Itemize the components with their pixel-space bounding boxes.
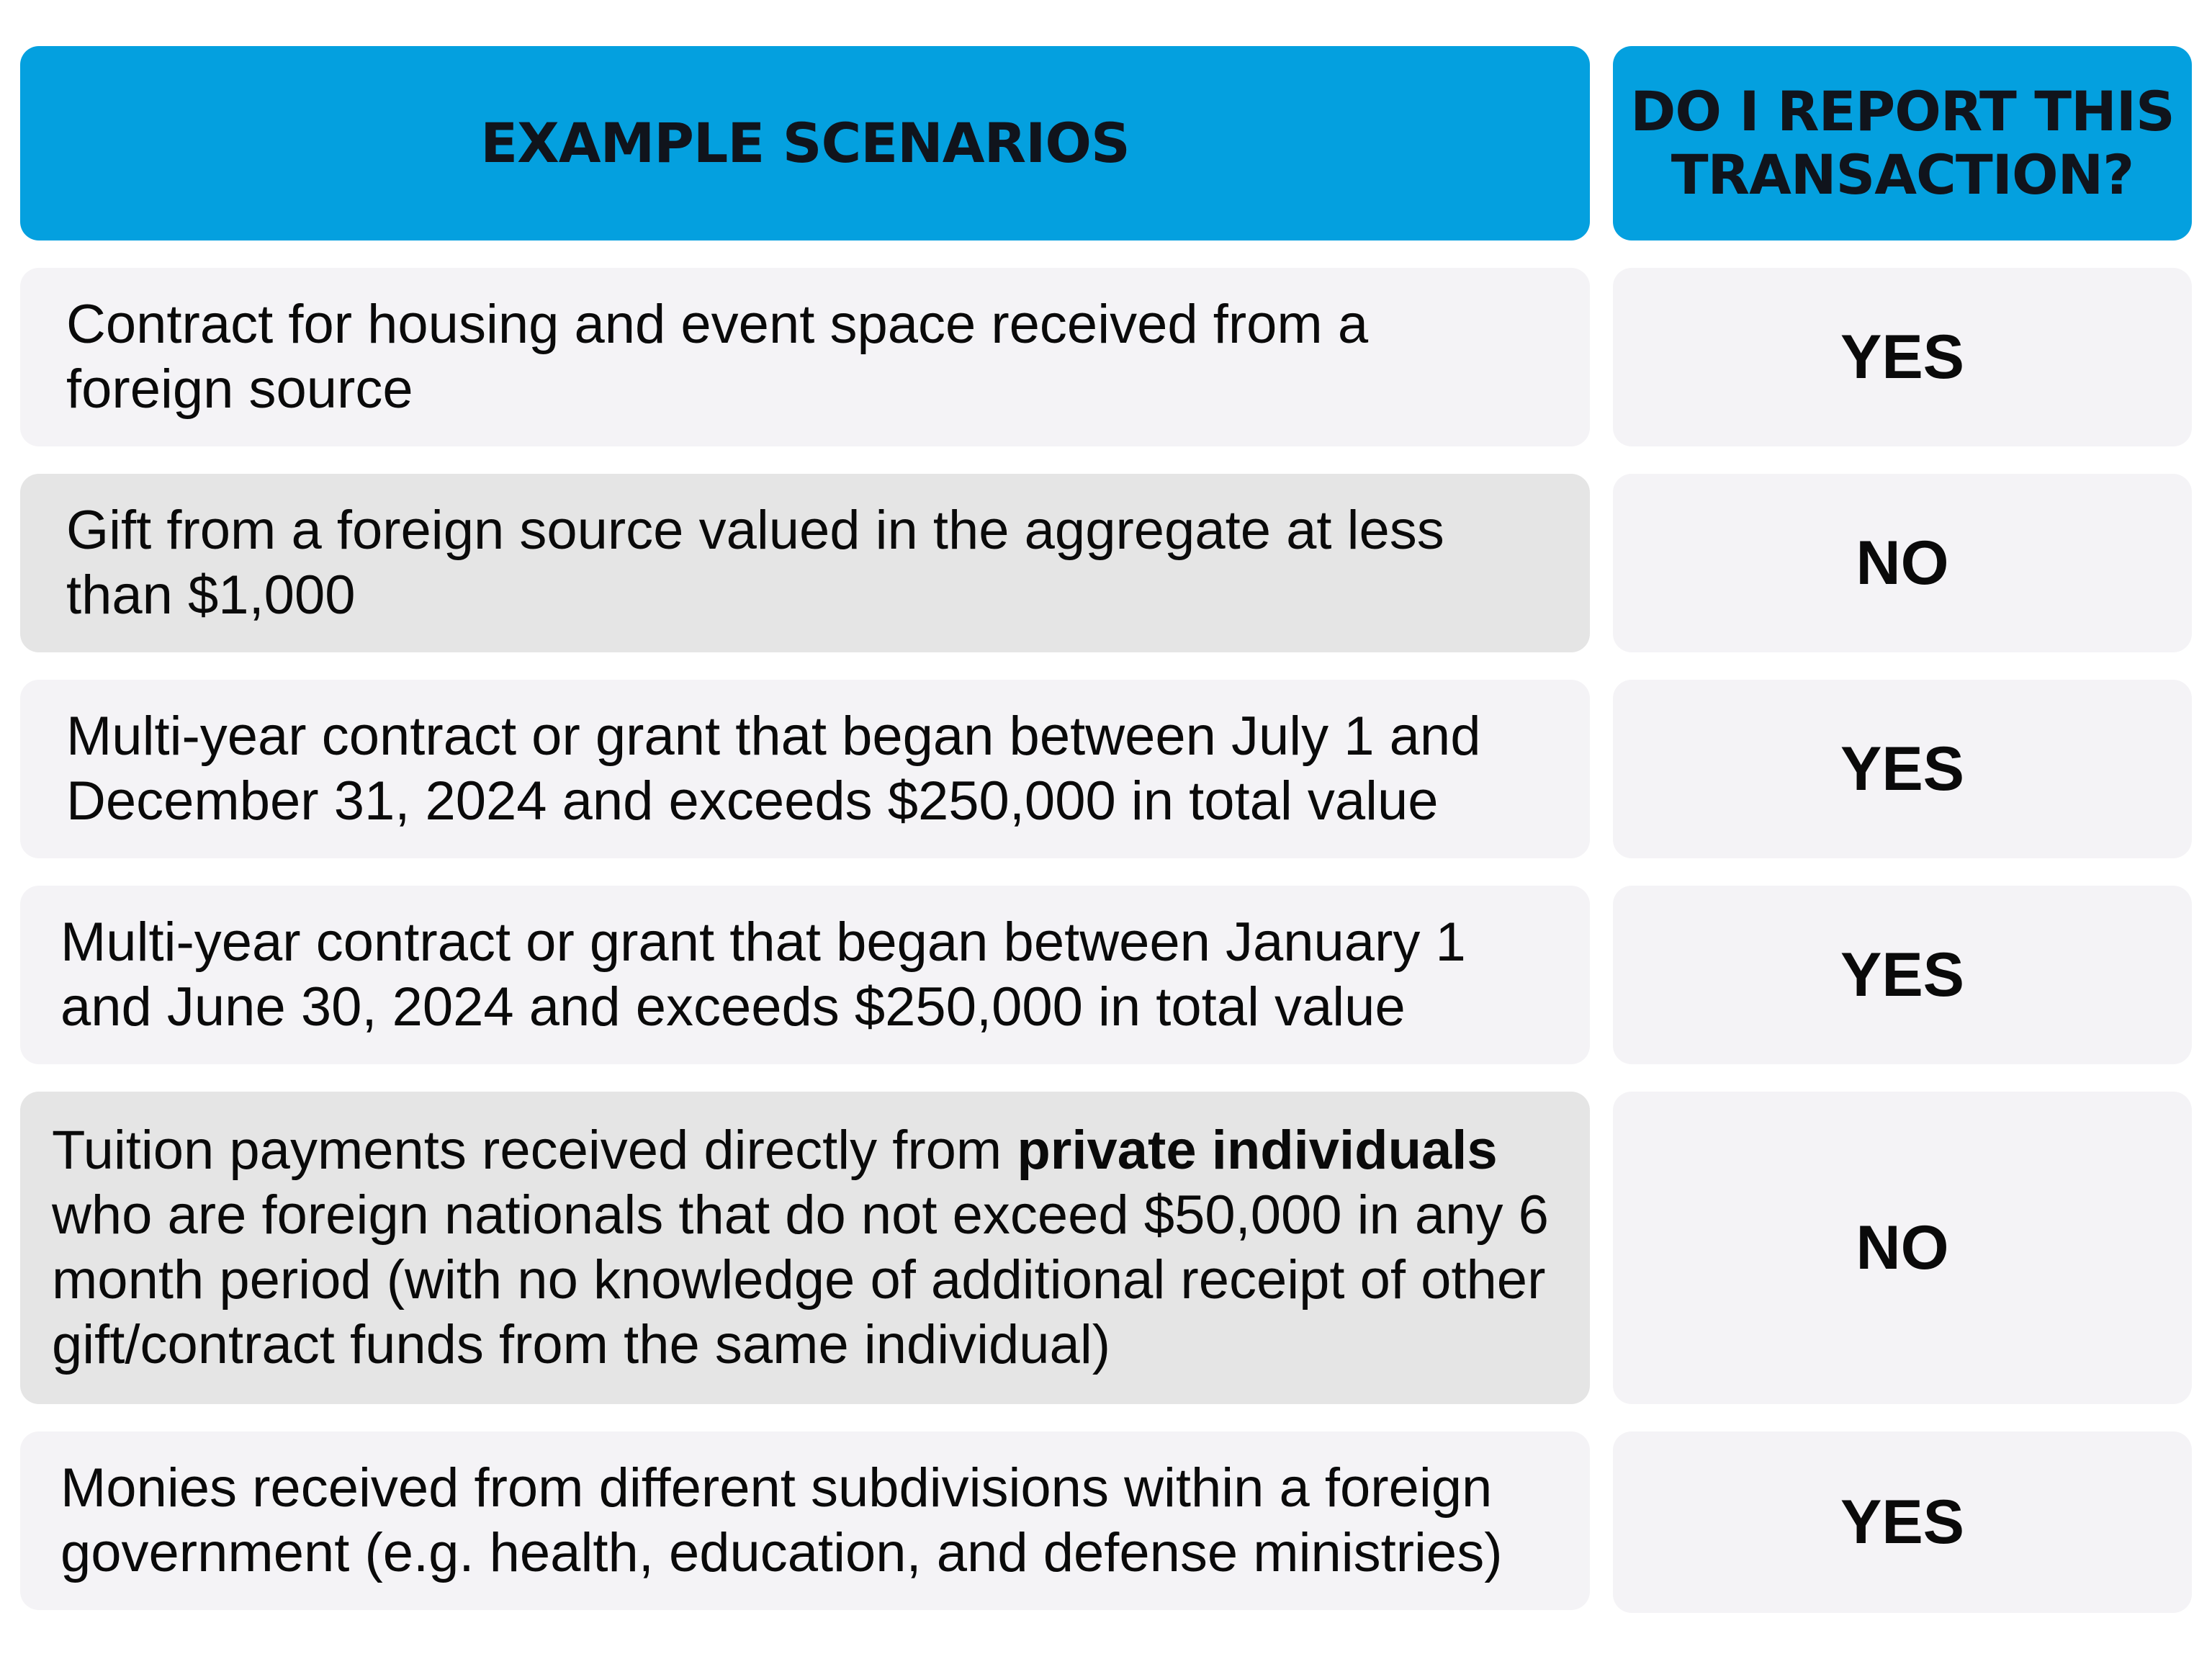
scenario-text-1: Contract for housing and event space received from a foreign source (66, 294, 1369, 420)
scenario-text-5 (52, 1118, 1561, 1377)
header-example-scenarios (20, 46, 1590, 240)
scenario-row-4 (20, 886, 1590, 1064)
header-report-line2: TRANSACTION? (1671, 143, 2134, 207)
answer-text-1: YES (1840, 322, 1965, 392)
answer-cell-5 (1613, 1092, 2192, 1404)
answer-text-5: NO (1856, 1213, 1949, 1282)
scenario-text-5-before: Tuition payments received directly from (52, 1120, 1017, 1181)
answer-text-6: YES (1840, 1487, 1965, 1557)
header-report-line1: DO I REPORT THIS (1630, 79, 2175, 143)
answer-text-2: NO (1856, 528, 1949, 598)
scenario-row-2 (20, 474, 1590, 652)
scenario-row-1 (20, 268, 1590, 446)
scenario-text-4: Multi-year contract or grant that began between January 1 and June 30, 2024 and exceeds $250,000 in total value (60, 912, 1466, 1038)
header-do-i-report (1613, 46, 2192, 240)
answer-cell-4 (1613, 886, 2192, 1064)
scenario-text-5-after: who are foreign nationals that do not exceed $50,000 in any 6 month period (with no knowledge of additional receipt of other gift/contract funds from the same individual) (52, 1184, 1549, 1375)
answer-cell-2 (1613, 474, 2192, 652)
answer-cell-1 (1613, 268, 2192, 446)
scenario-row-5 (20, 1092, 1590, 1404)
scenario-text-5-bold: private individuals (1017, 1120, 1498, 1181)
scenario-text-2: Gift from a foreign source valued in the aggregate at less than $1,000 (66, 500, 1444, 626)
answer-text-3: YES (1840, 734, 1965, 804)
answer-text-4: YES (1840, 940, 1965, 1010)
scenario-text-6: Monies received from different subdivisions within a foreign government (e.g. health, education, and defense ministries) (60, 1457, 1503, 1583)
answer-cell-6 (1613, 1431, 2192, 1613)
scenario-row-3 (20, 680, 1590, 858)
scenario-text-3: Multi-year contract or grant that began between July 1 and December 31, 2024 and exceeds $250,000 in total value (66, 706, 1481, 832)
header-scenarios-label: EXAMPLE SCENARIOS (480, 111, 1130, 175)
scenario-row-6 (20, 1431, 1590, 1610)
answer-cell-3 (1613, 680, 2192, 858)
